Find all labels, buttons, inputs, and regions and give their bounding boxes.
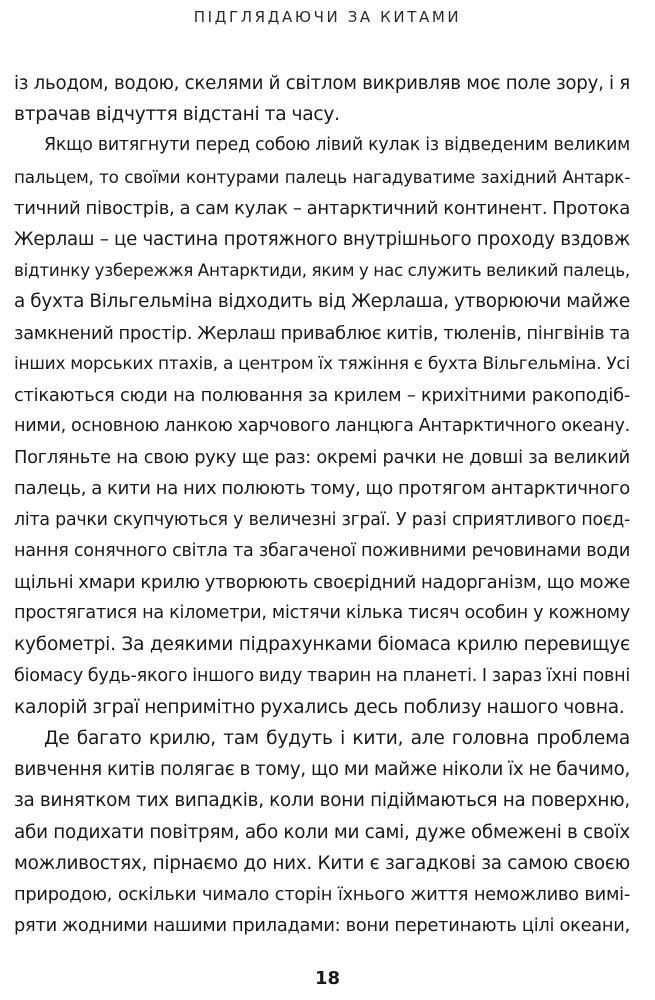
text-line: відтинку узбережжя Антарктиди, яким у нас служить великий палець, (14, 260, 630, 281)
text-line: простягатися на кілометри, містячи кілька тисяч особин у кожному (14, 603, 630, 624)
text-line: калорій зграї непримітно рухались десь поблизу нашого човна. (14, 696, 625, 718)
running-head: ПІДГЛЯДАЮЧИ ЗА КИТАМИ (193, 8, 462, 26)
text-line: із льодом, водою, скелями й світлом викривляв моє поле зору, і я (14, 73, 630, 94)
text-line: стікаються сюди на полювання за крилем – крихітними ракоподіб- (14, 384, 630, 406)
text-line: аби подихати повітрям, або коли ми самі, дуже обмежені в своїх (14, 821, 630, 843)
text-line: ними, основною ланкою харчового ланцюга Антарктичного океану. (14, 416, 630, 437)
text-line: інших морських птахів, а центром їх тяжіння є бухта Вільгельміна. Усі (14, 353, 630, 374)
body-text (14, 68, 630, 941)
text-line: щільні хмари крилю утворюють своєрідний надорганізм, що може (14, 572, 630, 593)
page-number: 18 (314, 968, 341, 989)
text-line: Жерлаш – це частина протяжного внутрішнього проходу вздовж (14, 228, 630, 250)
text-line: Якщо витягнути перед собою лівий кулак із відведеним великим (44, 135, 630, 156)
text-line: замкнений простір. Жерлаш приваблює китів, тюленів, пінгвінів та (14, 322, 630, 344)
text-line: кубометрі. За деякими підрахунками біомаса крилю перевищує (14, 634, 630, 656)
text-line: Погляньте на свою руку ще раз: окремі рачки не довші за великий (14, 447, 630, 469)
text-line: біомасу будь-якого іншого виду тварин на планеті. І зараз їхні повні (14, 665, 630, 686)
text-line: а бухта Вільгельміна відходить від Жерлаша, утворюючи майже (14, 291, 630, 313)
text-line: можливостях, пірнаємо до них. Кити є загадкові за самою своєю (14, 852, 630, 874)
text-line: літа рачки скупчуються у величезні зграї. У разі сприятливого поєд- (14, 509, 630, 530)
text-line: вивчення китів полягає в тому, що ми майже ніколи їх не бачимо, (14, 759, 630, 781)
text-line: за винятком тих випадків, коли вони підіймаються на поверхню, (14, 790, 630, 812)
text-line: втрачав відчуття відстані та часу. (14, 104, 340, 126)
text-line: природою, оскільки чимало сторін їхнього життя неможливо вимі- (14, 883, 630, 905)
text-line: ряти жодними нашими приладами: вони перетинають цілі океани, (14, 915, 630, 937)
text-line: тичний півострів, а сам кулак – антарктичний континент. Протока (14, 197, 630, 219)
text-line: Де багато крилю, там будуть і кити, але головна проблема (44, 727, 630, 749)
text-line: пальцем, то своїми контурами палець нагадуватиме західний Антарк- (14, 166, 630, 187)
text-line: палець, а кити на них полюють тому, що протягом антарктичного (14, 478, 630, 500)
text-line: нання сонячного світла та збагаченої поживними речовинами води (14, 540, 630, 561)
